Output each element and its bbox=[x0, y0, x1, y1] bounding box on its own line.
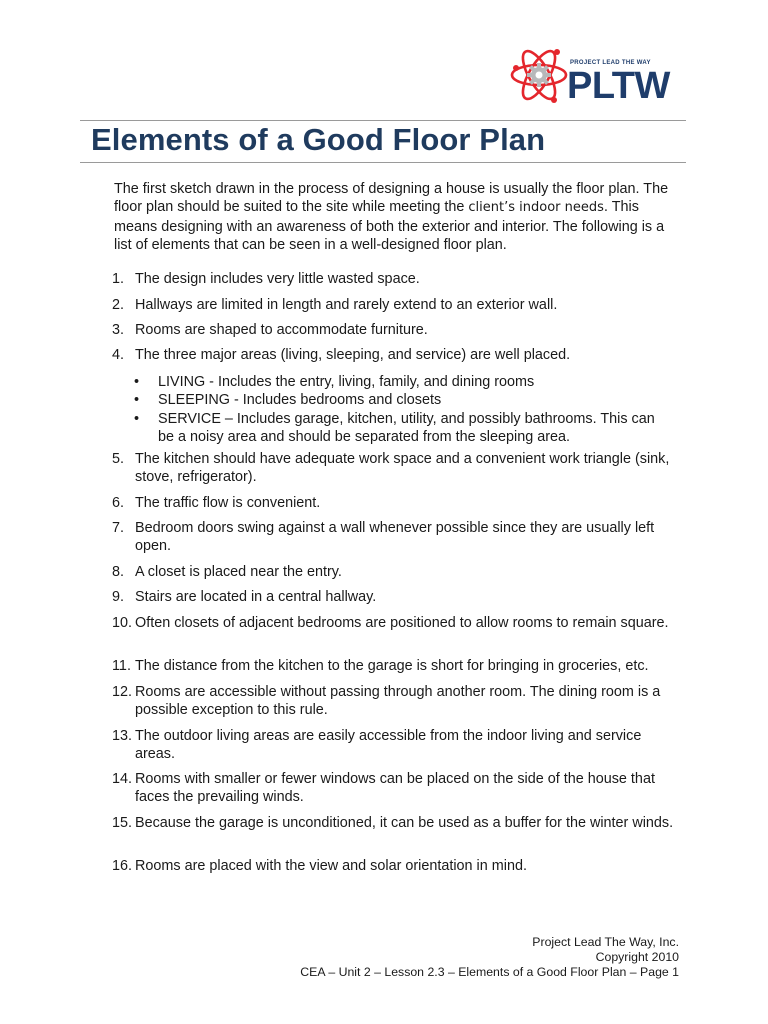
list-item bbox=[112, 519, 682, 556]
list-text: Because the garage is unconditioned, it can be used as a buffer for the winter winds. bbox=[135, 815, 674, 831]
list-text: Stairs are located in a central hallway. bbox=[135, 589, 377, 605]
list-text: The outdoor living areas are easily accessible from the indoor living and service areas. bbox=[135, 728, 642, 763]
list-item bbox=[112, 814, 682, 832]
list-item bbox=[112, 857, 682, 875]
bullet-item bbox=[134, 373, 664, 391]
bullet-marker: • bbox=[134, 411, 140, 427]
title-top-rule bbox=[80, 120, 686, 121]
list-item bbox=[112, 494, 682, 512]
bullet-item bbox=[134, 410, 664, 447]
list-text: Often closets of adjacent bedrooms are positioned to allow rooms to remain square. bbox=[135, 615, 669, 631]
list-item bbox=[112, 270, 682, 288]
logo-tagline: PROJECT LEAD THE WAY bbox=[570, 60, 651, 66]
bullet-marker: • bbox=[134, 392, 140, 408]
bullet-text: LIVING - Includes the entry, living, family, and dining rooms bbox=[158, 374, 535, 390]
list-item bbox=[112, 563, 682, 581]
logo-wordmark: PLTW bbox=[567, 65, 670, 107]
list-number: 10. bbox=[112, 615, 133, 631]
list-item bbox=[112, 346, 682, 364]
list-number: 4. bbox=[112, 347, 125, 363]
list-text: Bedroom doors swing against a wall whenever possible since they are usually left open. bbox=[135, 520, 655, 555]
list-text: The traffic flow is convenient. bbox=[135, 495, 321, 511]
list-text: Hallways are limited in length and rarely extend to an exterior wall. bbox=[135, 297, 558, 313]
list-text: A closet is placed near the entry. bbox=[135, 564, 342, 580]
list-number: 8. bbox=[112, 564, 125, 580]
title-bottom-rule bbox=[80, 162, 686, 163]
list-item bbox=[112, 614, 682, 632]
list-number: 15. bbox=[112, 815, 133, 831]
list-text: The design includes very little wasted space. bbox=[135, 271, 420, 287]
list-item bbox=[112, 321, 682, 339]
page-title: Elements of a Good Floor Plan bbox=[91, 122, 546, 157]
list-item bbox=[112, 657, 682, 675]
list-number: 1. bbox=[112, 271, 125, 287]
list-number: 13. bbox=[112, 728, 133, 744]
list-number: 12. bbox=[112, 684, 133, 700]
list-text: The kitchen should have adequate work space and a convenient work triangle (sink, stove, refrigerator). bbox=[135, 451, 670, 486]
list-text: Rooms with smaller or fewer windows can be placed on the side of the house that faces the prevailing winds. bbox=[135, 771, 655, 806]
list-number: 11. bbox=[112, 658, 131, 674]
bullet-marker: • bbox=[134, 374, 140, 390]
bullet-text: SERVICE – Includes garage, kitchen, utility, and possibly bathrooms. This can be a noisy area and should be separated from the sleeping area. bbox=[158, 411, 655, 446]
list-number: 14. bbox=[112, 771, 133, 787]
list-number: 6. bbox=[112, 495, 125, 511]
list-text: The distance from the kitchen to the garage is short for bringing in groceries, etc. bbox=[135, 658, 649, 674]
intro-paragraph bbox=[114, 180, 674, 255]
list-item bbox=[112, 296, 682, 314]
intro-text-rest: This means designing with an awareness of both the exterior and interior. The following is a list of elements that can be seen in a well-designed floor plan. bbox=[114, 199, 665, 254]
pltw-logo bbox=[510, 40, 680, 112]
footer-copyright: Copyright 2010 bbox=[595, 950, 679, 964]
list-number: 9. bbox=[112, 589, 125, 605]
list-item bbox=[112, 727, 682, 764]
list-number: 5. bbox=[112, 451, 125, 467]
list-text: Rooms are placed with the view and solar orientation in mind. bbox=[135, 858, 527, 874]
list-item bbox=[112, 450, 682, 487]
list-number: 16. bbox=[112, 858, 133, 874]
list-item bbox=[112, 683, 682, 720]
intro-text: The first sketch drawn in the process of designing a house is usually the floor plan. The floor plan should be suited to the site while meeting the bbox=[114, 181, 669, 216]
list-item bbox=[112, 770, 682, 807]
footer-company: Project Lead The Way, Inc. bbox=[532, 935, 679, 949]
atom-gear-icon bbox=[510, 42, 568, 108]
list-text: Rooms are accessible without passing through another room. The dining room is a possible exception to this rule. bbox=[135, 684, 661, 719]
bullet-text: SLEEPING - Includes bedrooms and closets bbox=[158, 392, 442, 408]
list-text: Rooms are shaped to accommodate furniture. bbox=[135, 322, 428, 338]
list-number: 3. bbox=[112, 322, 125, 338]
intro-highlight: client’s indoor needs. bbox=[468, 200, 609, 216]
list-number: 2. bbox=[112, 297, 125, 313]
bullet-item bbox=[134, 391, 664, 409]
list-number: 7. bbox=[112, 520, 125, 536]
list-item bbox=[112, 588, 682, 606]
list-text: The three major areas (living, sleeping, and service) are well placed. bbox=[135, 347, 571, 363]
footer-page-info: CEA – Unit 2 – Lesson 2.3 – Elements of a Good Floor Plan – Page 1 bbox=[300, 965, 679, 979]
